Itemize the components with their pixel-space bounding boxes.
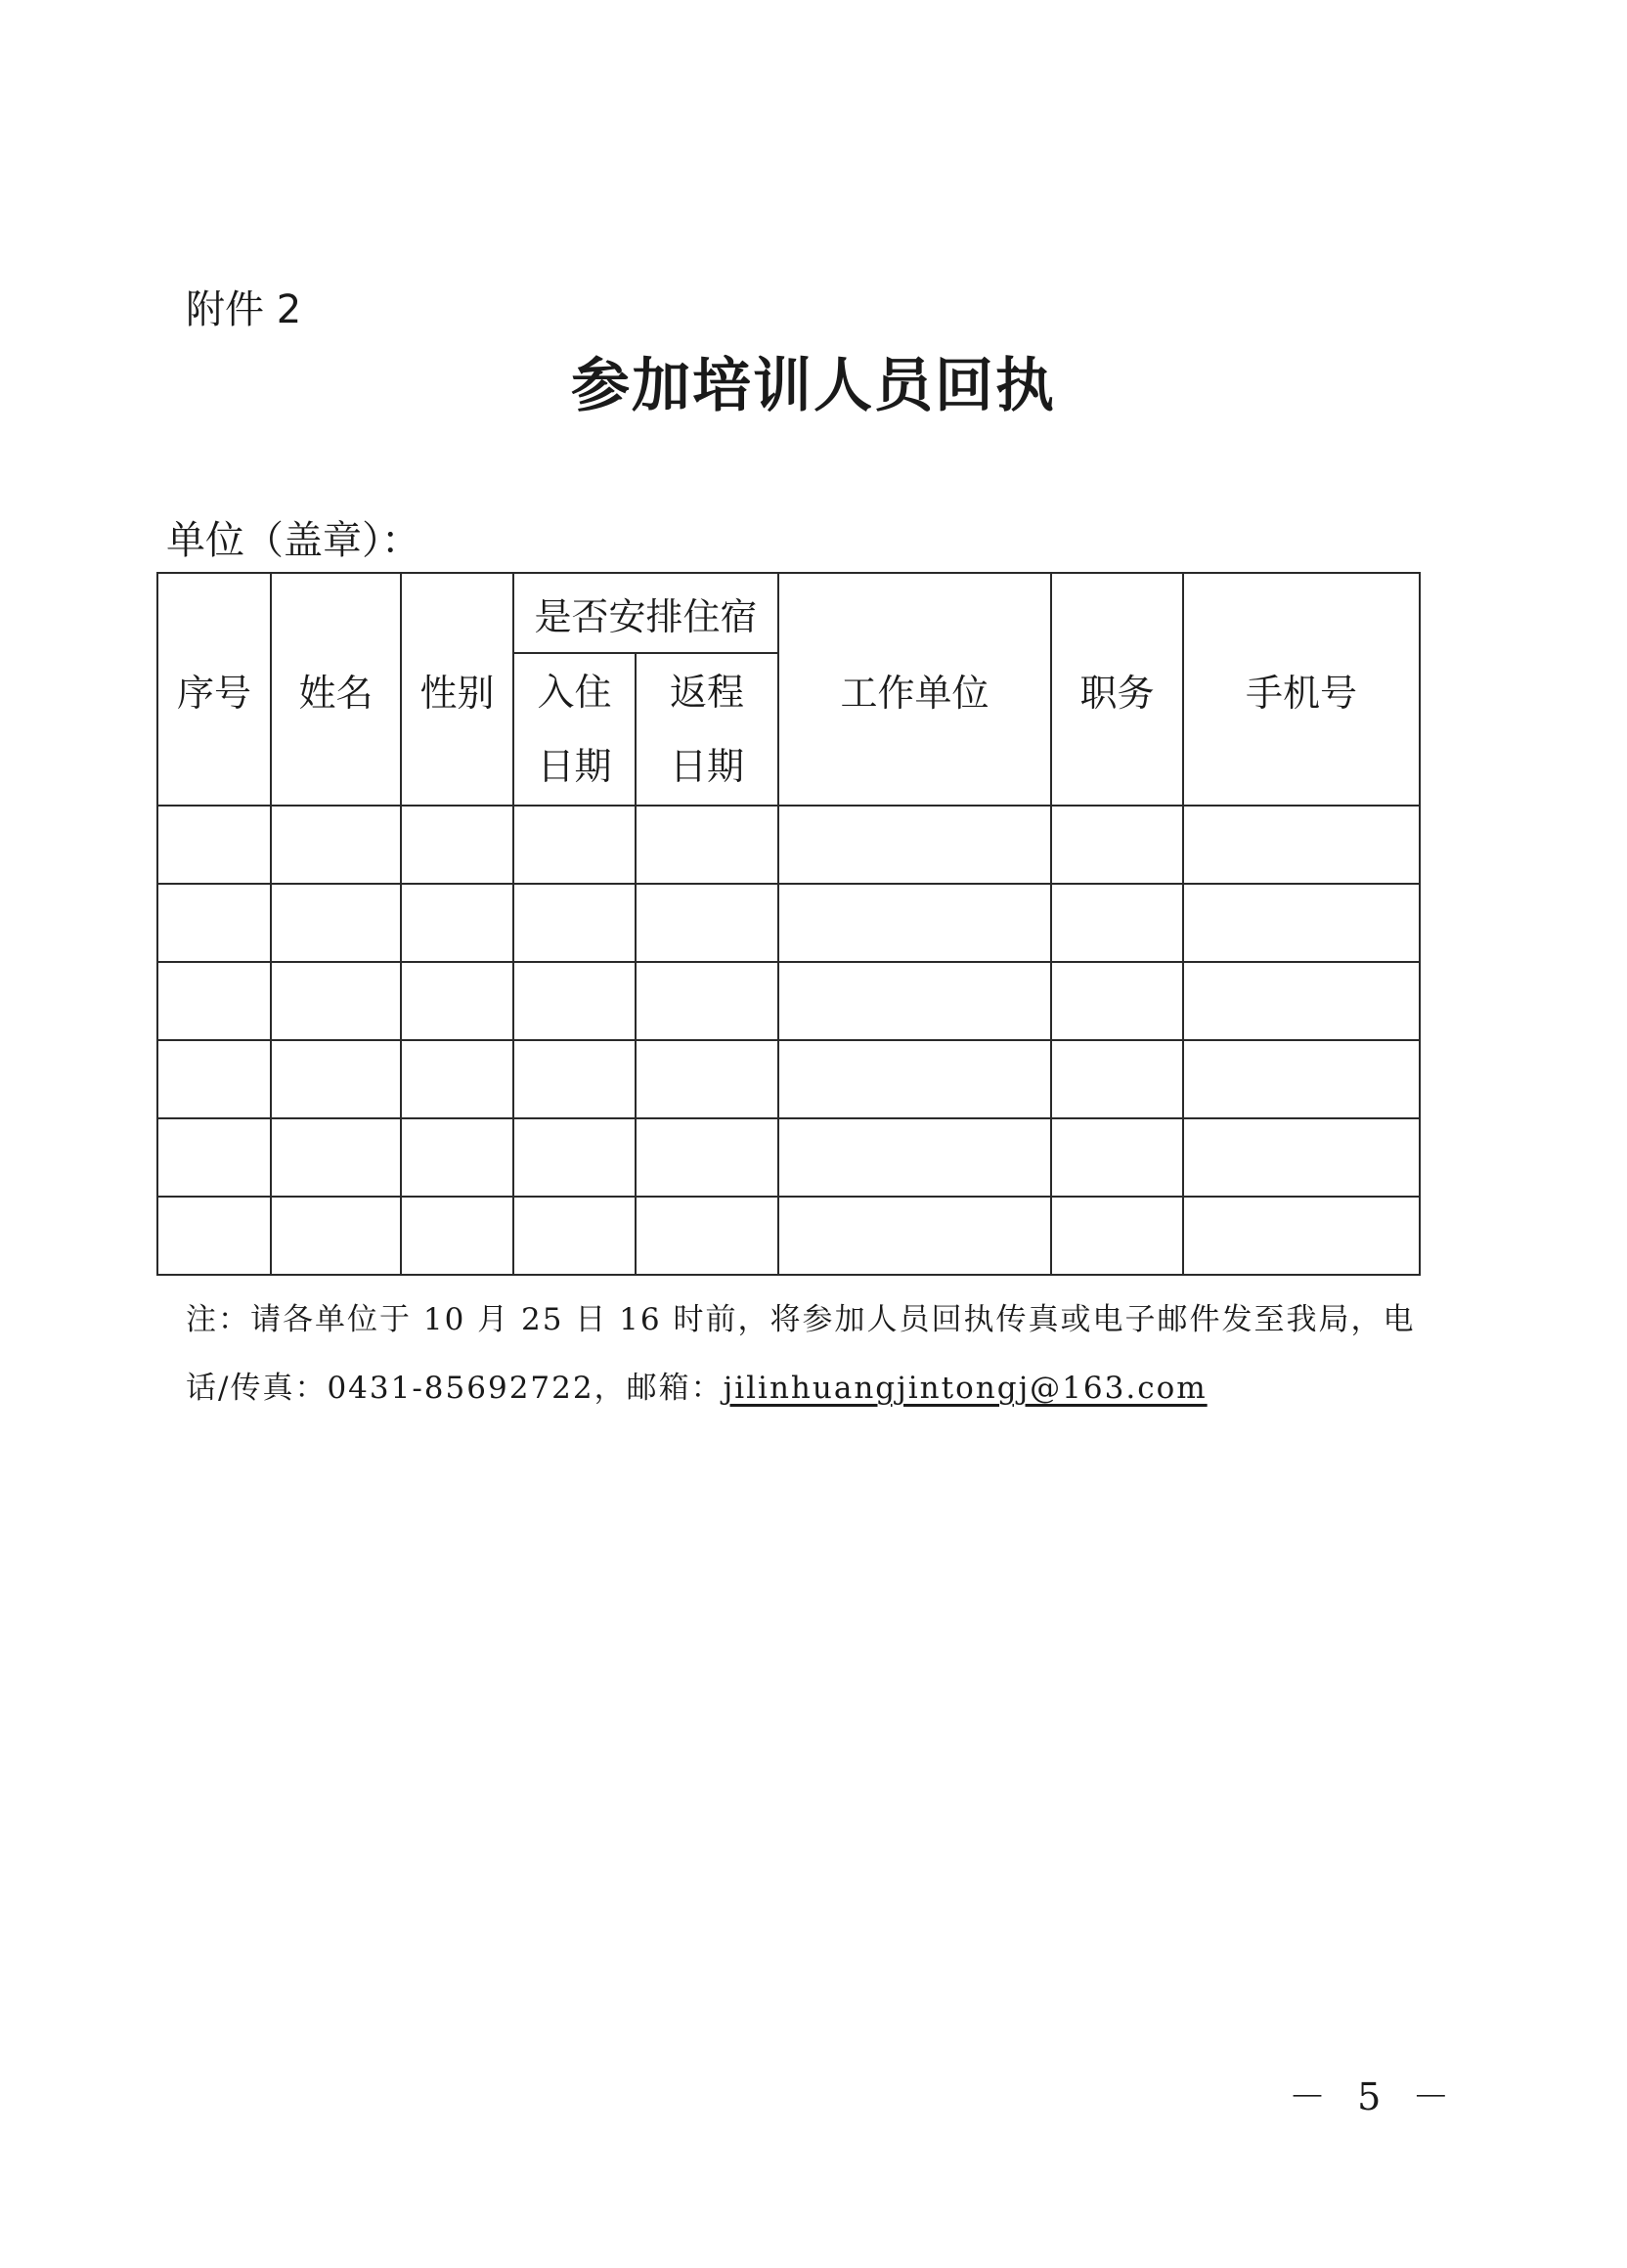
note-contact-text: 话/传真：0431-85692722，邮箱： — [186, 1371, 724, 1406]
table-cell — [778, 1118, 1051, 1197]
page-number: － 5 － — [1289, 2075, 1460, 2118]
checkin-line2: 日期 — [537, 745, 612, 788]
table-cell — [271, 806, 401, 884]
table-cell — [636, 1118, 778, 1197]
table-cell — [636, 806, 778, 884]
header-mobile: 手机号 — [1183, 573, 1420, 806]
table-cell — [1051, 884, 1183, 962]
table-cell — [636, 1040, 778, 1118]
attachment-label: 附件 2 — [186, 287, 302, 332]
table-cell — [778, 962, 1051, 1040]
table-cell — [271, 962, 401, 1040]
table-cell — [1051, 962, 1183, 1040]
note-line-1: 注：请各单位于 10 月 25 日 16 时前，将参加人员回执传真或电子邮件发至我局，电 — [186, 1302, 1416, 1337]
table-cell — [157, 962, 271, 1040]
table-cell — [513, 806, 636, 884]
email-link[interactable]: jilinhuangjintongj@163.com — [723, 1371, 1208, 1406]
table-cell — [1051, 806, 1183, 884]
table-cell — [1183, 806, 1420, 884]
table-cell — [401, 962, 513, 1040]
table-row — [157, 884, 1420, 962]
table-cell — [778, 1040, 1051, 1118]
header-position: 职务 — [1051, 573, 1183, 806]
table-cell — [271, 1118, 401, 1197]
table-cell — [778, 884, 1051, 962]
table-cell — [1051, 1197, 1183, 1275]
table-row — [157, 1040, 1420, 1118]
table-cell — [513, 1040, 636, 1118]
table-cell — [401, 806, 513, 884]
table-cell — [1051, 1118, 1183, 1197]
table-cell — [401, 884, 513, 962]
table-cell — [271, 1197, 401, 1275]
table-cell — [1183, 884, 1420, 962]
table-cell — [513, 1197, 636, 1275]
table-cell — [513, 1118, 636, 1197]
header-gender: 性别 — [401, 573, 513, 806]
header-lodging: 是否安排住宿 — [513, 573, 778, 653]
header-checkin-date — [513, 653, 636, 806]
table-cell — [157, 1040, 271, 1118]
table-cell — [401, 1197, 513, 1275]
table-cell — [271, 1040, 401, 1118]
table-row — [157, 806, 1420, 884]
page-title: 参加培训人员回执 — [571, 352, 1056, 420]
header-seq: 序号 — [157, 573, 271, 806]
table-row — [157, 962, 1420, 1040]
unit-stamp-label: 单位（盖章）： — [166, 518, 420, 563]
table-cell — [778, 806, 1051, 884]
table-cell — [1051, 1040, 1183, 1118]
header-work-unit: 工作单位 — [778, 573, 1051, 806]
table-cell — [1183, 1040, 1420, 1118]
return-line2: 日期 — [670, 745, 745, 788]
table-cell — [513, 962, 636, 1040]
table-cell — [778, 1197, 1051, 1275]
table-cell — [636, 962, 778, 1040]
table-cell — [157, 1197, 271, 1275]
table-row — [157, 1197, 1420, 1275]
checkin-line1: 入住 — [537, 671, 612, 714]
table-cell — [271, 884, 401, 962]
table-cell — [1183, 1197, 1420, 1275]
table-cell — [401, 1118, 513, 1197]
table-cell — [157, 1118, 271, 1197]
return-line1: 返程 — [670, 671, 745, 714]
table-cell — [636, 1197, 778, 1275]
table-cell — [636, 884, 778, 962]
header-return-date — [636, 653, 778, 806]
table-cell — [513, 884, 636, 962]
header-name: 姓名 — [271, 573, 401, 806]
table-cell — [1183, 962, 1420, 1040]
registration-table — [156, 572, 1421, 1276]
table-cell — [401, 1040, 513, 1118]
note-line-2 — [186, 1367, 1398, 1410]
table-cell — [1183, 1118, 1420, 1197]
table-cell — [157, 806, 271, 884]
table-row — [157, 1118, 1420, 1197]
table-cell — [157, 884, 271, 962]
